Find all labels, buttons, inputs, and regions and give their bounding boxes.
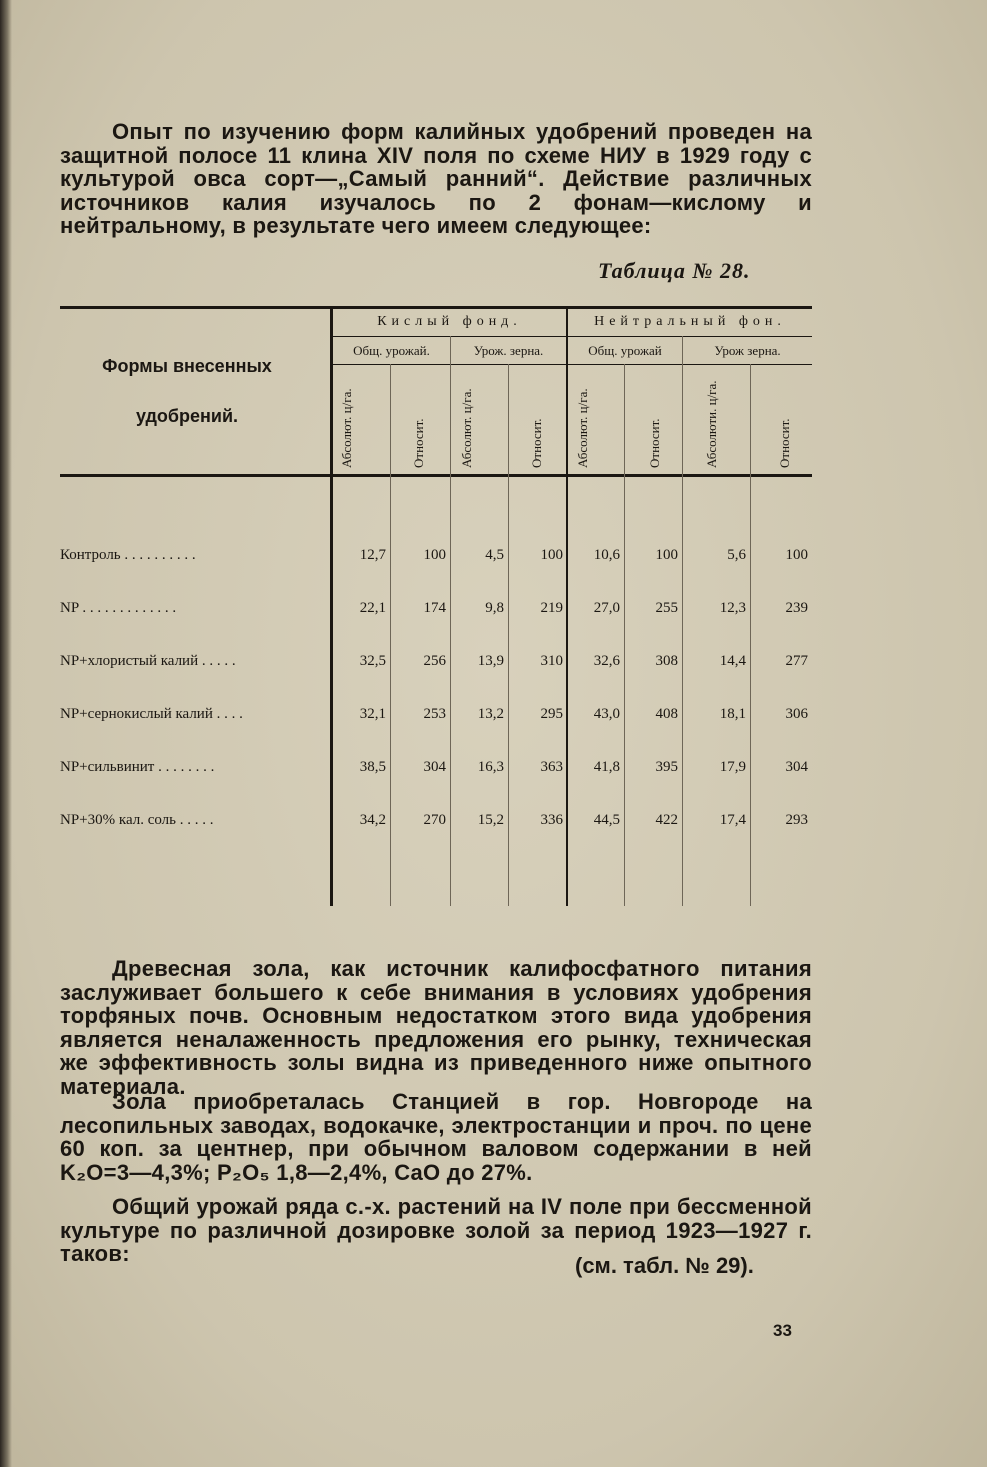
table-cell: 395 xyxy=(655,759,678,775)
sub-rule xyxy=(330,364,812,365)
table-cell: 16,3 xyxy=(477,759,504,775)
sub-grain-neutral: Урож зерна. xyxy=(714,343,781,358)
table-cell: 336 xyxy=(540,812,563,828)
row-label: NP+сильвинит . . . . . . . . xyxy=(60,759,215,775)
table-cell: 10,6 xyxy=(593,547,620,563)
group-acid-label: Кислый фонд. xyxy=(377,314,522,329)
table-cell: 422 xyxy=(655,812,678,828)
table-cell: 32,6 xyxy=(593,653,620,669)
table-cell: 5,6 xyxy=(727,547,746,563)
table-cell: 32,1 xyxy=(359,706,386,722)
col-abs-2: Абсолют. ц/га. xyxy=(459,388,474,468)
table-cell: 14,4 xyxy=(719,653,746,669)
table-cell: 100 xyxy=(655,547,678,563)
table-cell: 100 xyxy=(423,547,446,563)
table-cell: 253 xyxy=(423,706,446,722)
col-rel-3: Относит. xyxy=(647,418,662,468)
forms-header-1: Формы внесенных xyxy=(102,356,272,376)
table-cell: 239 xyxy=(785,600,808,616)
table-cell: 22,1 xyxy=(359,600,386,616)
table-cell: 38,5 xyxy=(359,759,386,775)
page-number: 33 xyxy=(773,1321,792,1340)
table-cell: 310 xyxy=(540,653,563,669)
col-abs-3: Абсолют. ц/га. xyxy=(575,388,590,468)
ash-paragraph: Древесная зола, как источник калифосфатного питания заслуживает большего к себе внимания в условиях удобрения торфяных почв. Основным недостатком этого вида удобрения является неналаженность предложения его рынку, техническая же эффективность золы видна из приведенного ниже опытного материала. xyxy=(60,956,812,1099)
col-abs-1: Абсолют. ц/га. xyxy=(339,388,354,468)
sub-total-neutral: Общ. урожай xyxy=(588,343,662,358)
sub-grain-acid: Урож. зерна. xyxy=(473,343,544,358)
table-cell: 304 xyxy=(785,759,808,775)
data-table xyxy=(60,306,812,906)
table-top-rule xyxy=(60,306,812,309)
table-cell: 18,1 xyxy=(719,706,746,722)
forms-header-2: удобрений. xyxy=(135,406,239,426)
page-left-edge xyxy=(0,0,12,1467)
table-cell: 100 xyxy=(785,547,808,563)
group-neutral-label: Нейтральный фон. xyxy=(594,314,786,329)
row-label: NP+сернокислый калий . . . . xyxy=(60,706,243,722)
table-cell: 44,5 xyxy=(593,812,620,828)
table-cell: 408 xyxy=(655,706,678,722)
table-cell: 293 xyxy=(785,812,808,828)
header-bottom-rule xyxy=(60,474,812,477)
sub-divider-2 xyxy=(682,336,683,906)
table-cell: 100 xyxy=(540,547,563,563)
table-cell: 15,2 xyxy=(477,812,504,828)
table-cell: 9,8 xyxy=(485,600,504,616)
table-cell: 17,4 xyxy=(719,812,746,828)
table-cell: 12,7 xyxy=(359,547,386,563)
table-cell: 13,9 xyxy=(477,653,504,669)
intro-paragraph: Опыт по изучению форм калийных удобрений проведен на защитной полосе 11 клина XIV поля по схеме НИУ в 1929 году с культурой овса сорт—„Самый ранний“. Действие различных источников калия изучалось по 2 фонам—кислому и нейтральному, в результате чего имеем следующее: xyxy=(60,119,812,238)
row-label: NP+хлористый калий . . . . . xyxy=(60,653,236,669)
group-rule xyxy=(330,336,812,337)
yield-paragraph: Общий урожай ряда с.-х. растений на IV поле при бессменной культуре по различной дозировке золой за период 1923—1927 г. таков: xyxy=(60,1194,812,1266)
table-cell: 34,2 xyxy=(359,812,386,828)
table-cell: 304 xyxy=(423,759,446,775)
row-label: NP+30% кал. соль . . . . . xyxy=(60,812,214,828)
table-cell: 4,5 xyxy=(485,547,504,563)
sub-total-acid: Общ. урожай. xyxy=(353,343,430,358)
col-rel-2: Относит. xyxy=(529,418,544,468)
table-cell: 255 xyxy=(655,600,678,616)
table-caption: Таблица № 28. xyxy=(598,258,751,283)
table-cell: 306 xyxy=(785,706,808,722)
table-cell: 41,8 xyxy=(593,759,620,775)
station-paragraph: Зола приобреталась Станцией в гор. Новгороде на лесопильных заводах, водокачке, электростанции и проч. по цене 60 коп. за центнер, при обычном валовом содержании в ней K₂O=3—4,3%; P₂O₅ 1,8—2,4%, CaO до 27%. xyxy=(60,1089,812,1185)
table-cell: 270 xyxy=(423,812,446,828)
table-cell: 174 xyxy=(423,600,446,616)
table-cell: 27,0 xyxy=(593,600,620,616)
col-rel-4: Относит. xyxy=(777,418,792,468)
col-abs-4: Абсолюти. ц/га. xyxy=(704,380,719,468)
table-cell: 295 xyxy=(540,706,563,722)
row-label: NP . . . . . . . . . . . . . xyxy=(60,600,177,616)
table-cell: 308 xyxy=(655,653,678,669)
table-cell: 219 xyxy=(540,600,563,616)
table-cell: 363 xyxy=(540,759,563,775)
table-cell: 12,3 xyxy=(719,600,746,616)
row-label: Контроль . . . . . . . . . . xyxy=(60,547,196,563)
table-cell: 43,0 xyxy=(593,706,620,722)
table-cell: 277 xyxy=(785,653,808,669)
table-cell: 256 xyxy=(423,653,446,669)
table-cell: 32,5 xyxy=(359,653,386,669)
table-cell: 17,9 xyxy=(719,759,746,775)
col-rel-1: Относит. xyxy=(411,418,426,468)
table-reference: (см. табл. № 29). xyxy=(575,1253,754,1278)
table-cell: 13,2 xyxy=(477,706,504,722)
